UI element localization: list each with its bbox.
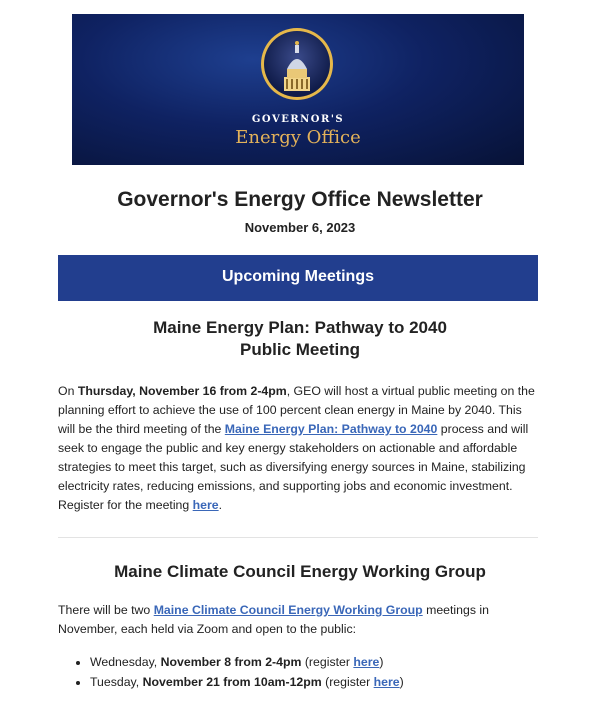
energy-plan-link[interactable]: Maine Energy Plan: Pathway to 2040	[224, 422, 438, 436]
register-here-link[interactable]: here	[192, 498, 219, 512]
article1-heading-line2: Public Meeting	[240, 340, 360, 359]
newsletter-date: November 6, 2023	[244, 220, 356, 235]
header-banner	[72, 14, 524, 165]
newsletter-title: Governor's Energy Office Newsletter	[117, 188, 483, 211]
list-item: • Tuesday, November 21 from 10am-12pm (register here)	[90, 672, 540, 692]
article1-heading-line1: Maine Energy Plan: Pathway to 2040	[153, 318, 447, 337]
article1-paragraph: On Thursday, November 16 from 2-4pm, GEO will host a virtual public meeting on the planning effort to achieve the use of 100 percent clean energy in Maine by 2040. This will be the third meeting of the Maine Energy Plan: Pathway to 2040 process and will seek to engage the public and key energy stakeholders on actionable and affordable strategies to meet this target, such as diversifying energy sources in Maine, stabilizing electricity rates, reducing emissions, and supporting jobs and economic investment. Register for the meeting here.	[58, 384, 535, 512]
register-link-nov21[interactable]: here	[373, 675, 400, 689]
article2-paragraph: There will be two Maine Climate Council Energy Working Group meetings in November, each held via Zoom and open to the public:	[58, 603, 489, 636]
article2-heading: Maine Climate Council Energy Working Group	[114, 562, 486, 581]
section-divider	[58, 537, 538, 538]
register-link-nov8[interactable]: here	[353, 655, 380, 669]
meeting-time: Thursday, November 16 from 2-4pm	[77, 384, 287, 398]
banner-title-line2: Energy Office	[235, 127, 361, 148]
capitol-dome-seal-icon	[261, 28, 333, 100]
section-heading-upcoming-meetings: Upcoming Meetings	[58, 255, 538, 301]
banner-title-line1: GOVERNOR'S	[251, 114, 345, 125]
energy-working-group-link[interactable]: Maine Climate Council Energy Working Group	[153, 603, 423, 617]
meeting-list	[58, 652, 540, 692]
list-item: • Wednesday, November 8 from 2-4pm (register here)	[90, 652, 540, 672]
